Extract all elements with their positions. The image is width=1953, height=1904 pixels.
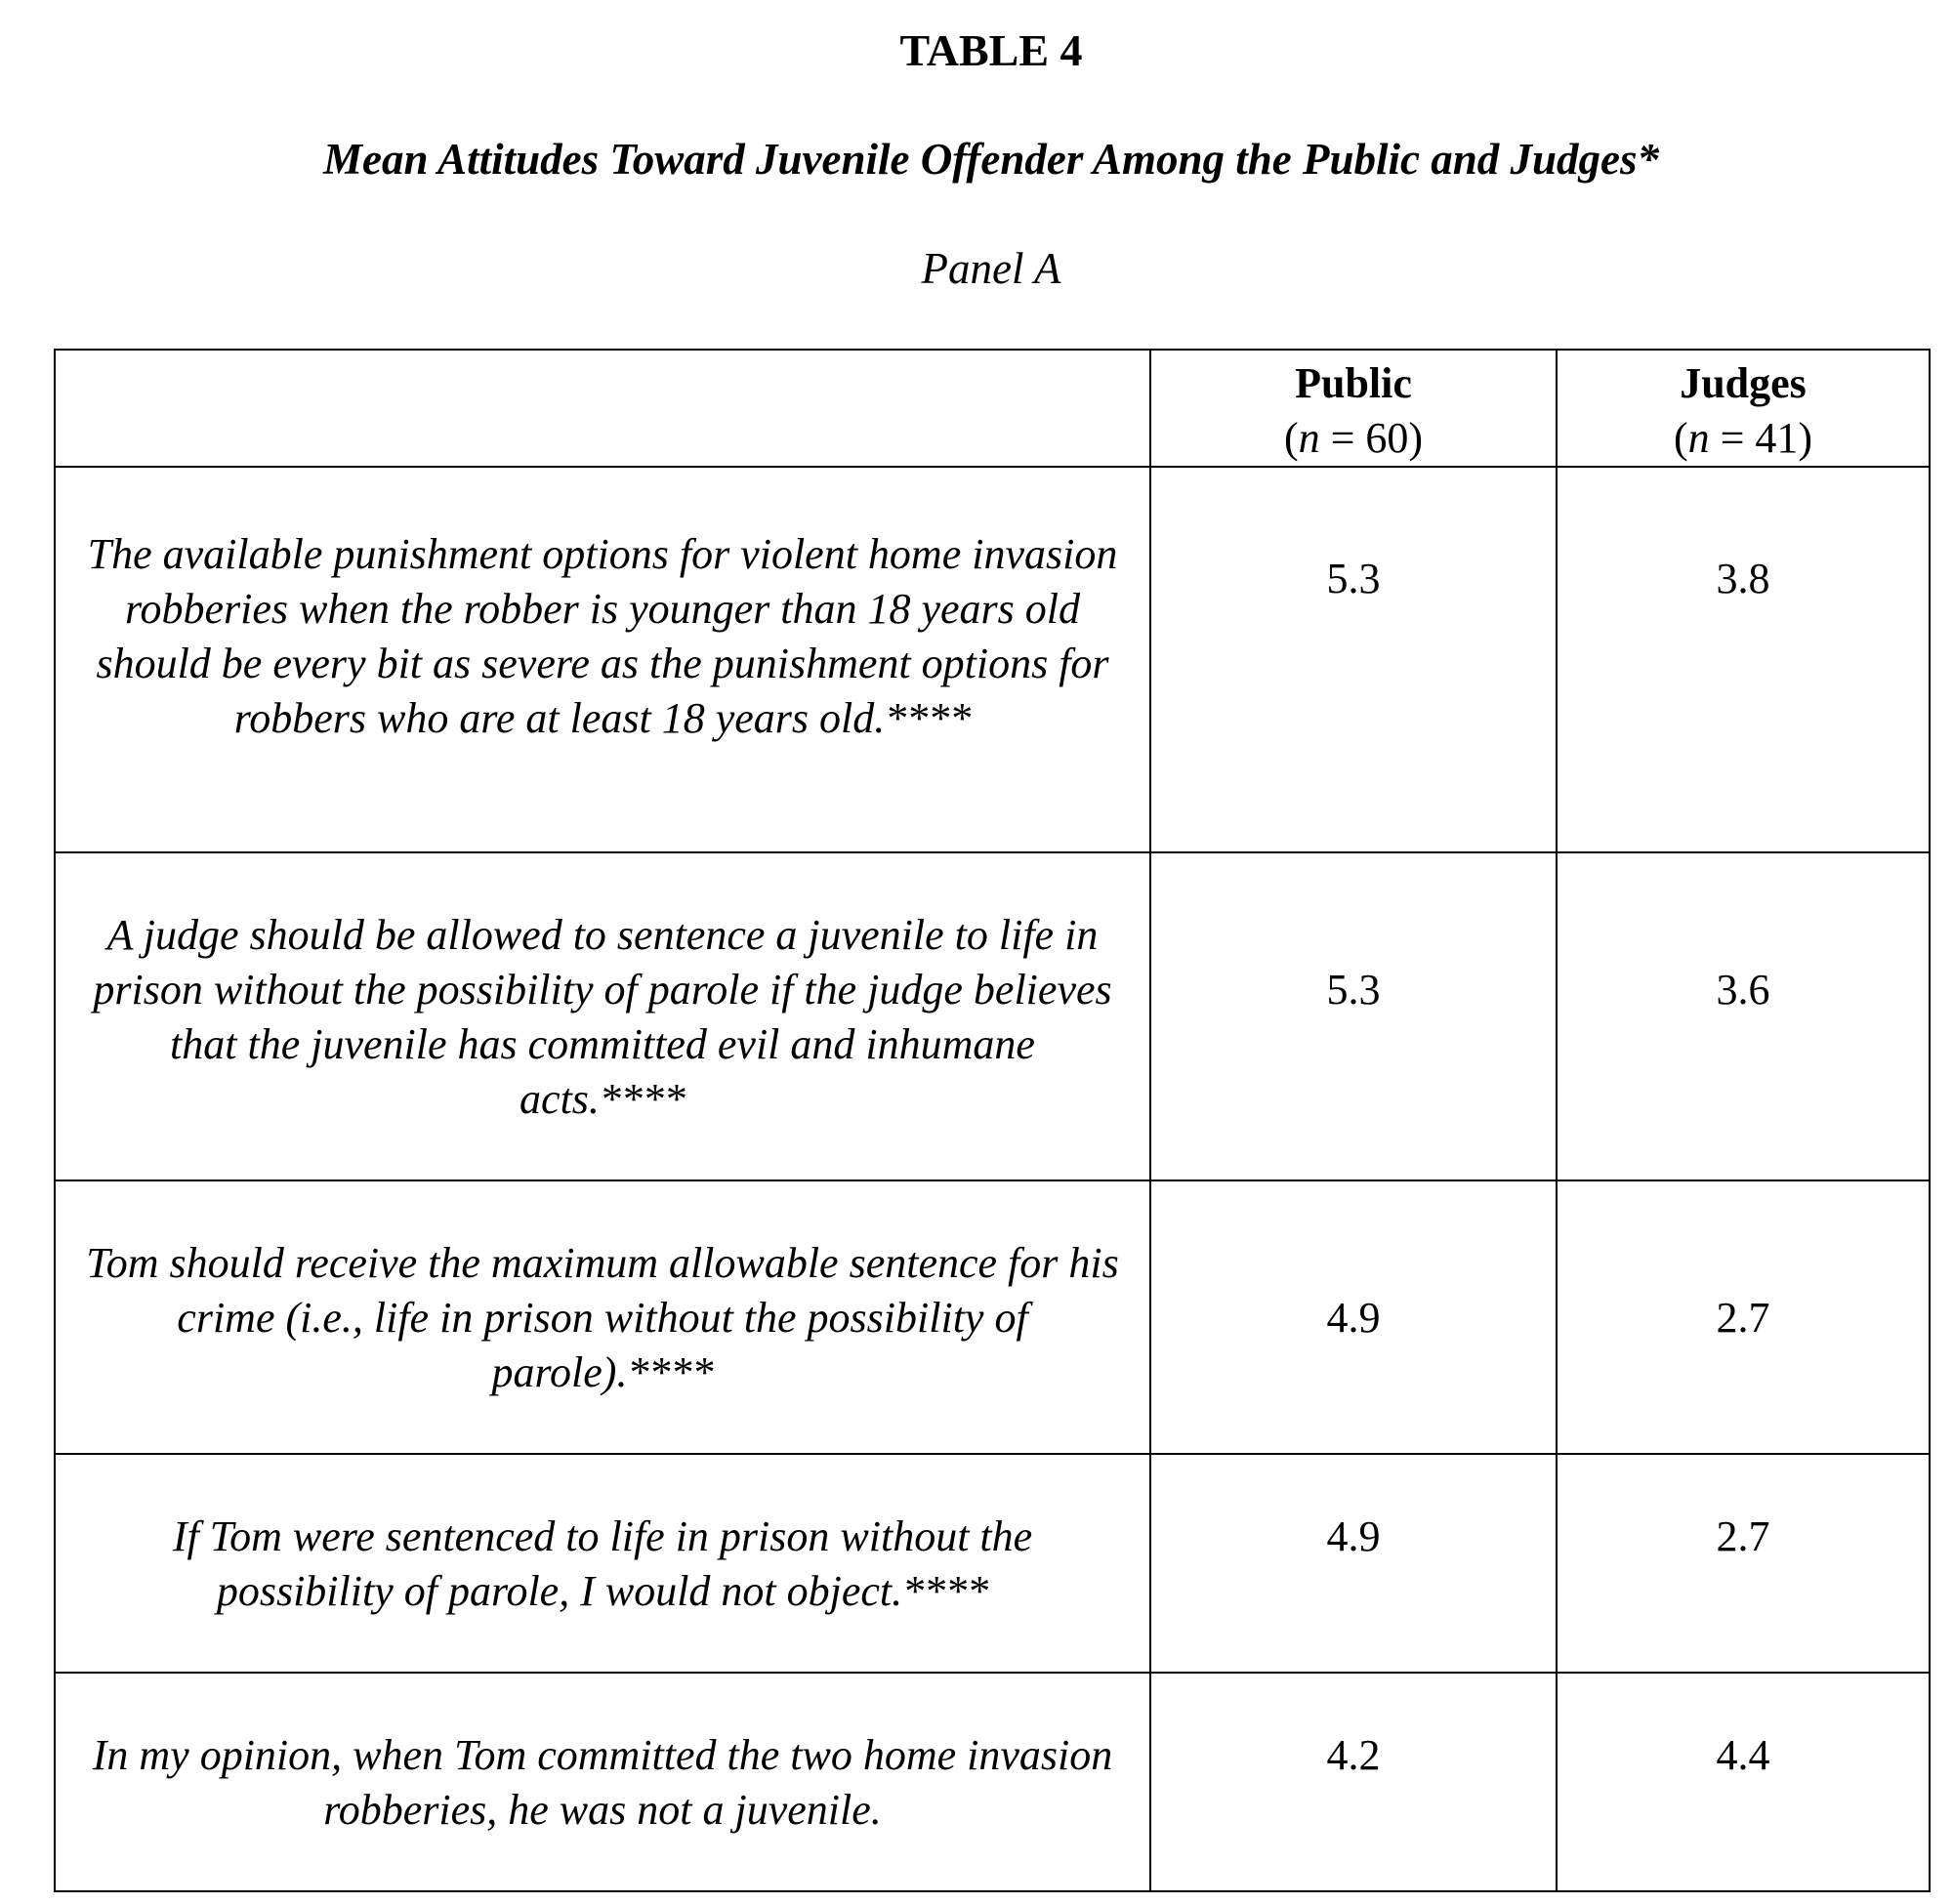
table-row [55,852,1930,1180]
judges-mean-cell: 2.7 [1557,1180,1930,1454]
public-mean-cell: 4.9 [1150,1180,1557,1454]
statement-cell: Tom should receive the maximum allowable sentence for his crime (i.e., life in prison without the possibility of parole).**** [55,1180,1150,1454]
statement-cell: The available punishment options for violent home invasion robberies when the robber is younger than 18 years old should be every bit as severe as the punishment options for robbers who are at least 18 years old.**** [55,467,1150,852]
public-mean-cell: 5.3 [1150,852,1557,1180]
table-title: Mean Attitudes Toward Juvenile Offender Among the Public and Judges* [322,135,1660,184]
header-blank-cell [55,350,1150,467]
judges-column-label: Judges [1680,359,1807,407]
header-judges [1557,350,1930,467]
judges-mean-cell: 4.4 [1557,1673,1930,1891]
header-public [1150,350,1557,467]
statement-cell: A judge should be allowed to sentence a juvenile to life in prison without the possibility of parole if the judge believes that the juvenile has committed evil and inhumane acts.**** [55,852,1150,1180]
judges-mean-cell: 3.6 [1557,852,1930,1180]
table-row [55,1673,1930,1891]
public-column-label: Public [1295,359,1412,407]
judges-sample-size: (n = 41) [1673,414,1813,462]
attitudes-table [54,349,1931,1892]
table-row [55,467,1930,852]
public-sample-size: (n = 60) [1283,414,1424,462]
statement-cell: In my opinion, when Tom committed the two home invasion robberies, he was not a juvenile. [55,1673,1150,1891]
panel-label: Panel A [921,244,1061,293]
table-header-row [55,350,1930,467]
judges-mean-cell: 2.7 [1557,1454,1930,1673]
table-number: TABLE 4 [899,25,1083,75]
public-mean-cell: 4.9 [1150,1454,1557,1673]
statement-cell: If Tom were sentenced to life in prison without the possibility of parole, I would not object.**** [55,1454,1150,1673]
table-row [55,1454,1930,1673]
public-mean-cell: 4.2 [1150,1673,1557,1891]
public-mean-cell: 5.3 [1150,467,1557,852]
table-row [55,1180,1930,1454]
judges-mean-cell: 3.8 [1557,467,1930,852]
